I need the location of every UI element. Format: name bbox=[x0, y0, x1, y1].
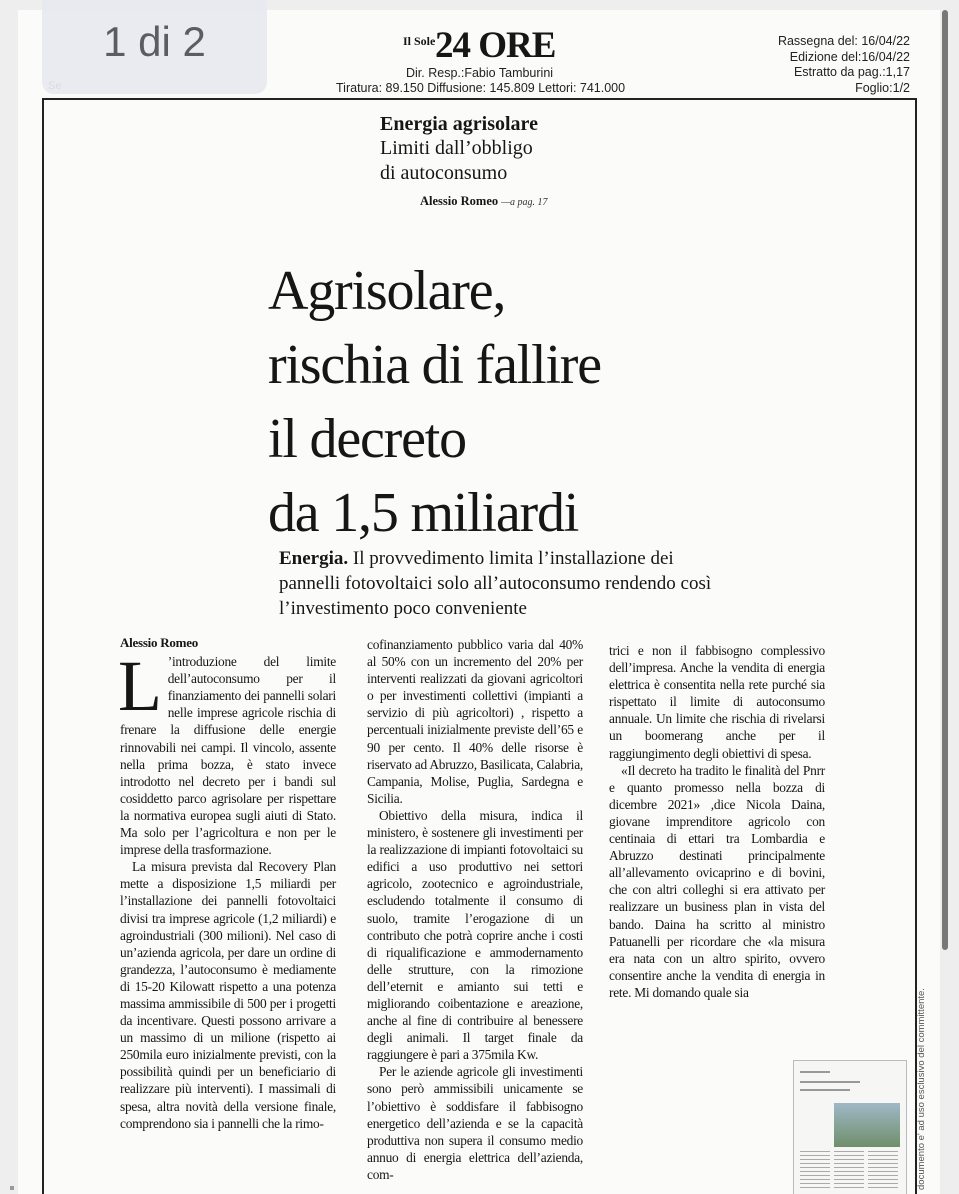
article-byline: Alessio Romeo bbox=[120, 635, 198, 650]
page-thumbnail[interactable] bbox=[793, 1060, 907, 1194]
corner-mark bbox=[10, 1186, 14, 1190]
vertical-scrollbar[interactable] bbox=[942, 10, 948, 950]
header-rule bbox=[42, 98, 916, 100]
director-line: Dir. Resp.:Fabio Tamburini bbox=[406, 66, 554, 80]
logo-small-text: Il Sole bbox=[403, 34, 436, 48]
subtitle-text: Il provvedimento limita l’installazione dei pannelli fotovoltaici solo all’autoconsumo rendendo così l’investimento poco conveniente bbox=[279, 548, 712, 619]
drop-cap: L bbox=[118, 646, 162, 727]
paragraph: La misura prevista dal Recovery Plan mette a disposizione 1,5 miliardi per l’installazione dei pannelli fotovoltaici divisi tra imprese agricole (1,2 miliardi) e agroindustriali (300 milioni). Nel caso di un’azienda agricola, per dare un ordine di grandezza, l’autoconsumo è mediamente di 15-20 Kilowatt rispetto a una potenza massima ammissibile di 500 per i progetti da incentivare. Questi possono arrivare a un massimo di un milione (rispetto ai 250mila euro inizialmente previsti, con la possibilità quindi per un beneficiario di realizzare più interventi). I massimali di spesa, altra novità della versione finale, comprendono sia i pannelli che la rimo- bbox=[120, 859, 336, 1131]
thumb-column bbox=[868, 1151, 898, 1191]
thumb-line bbox=[800, 1089, 850, 1091]
paragraph: ’introduzione del limite dell’autoconsumo per il finanziamento dei pannelli solari nelle imprese agricole rischia di frenare la diffusione delle energie rinnovabili nei campi. Il vincolo, assente nella prima bozza, è stato invece introdotto nel decreto per i bandi sul cosiddetto parco agrisolare per rispettare la normativa europea sugli aiuti di Stato. Ma solo per l’agricoltura e non per le imprese della trasformazione. bbox=[120, 654, 336, 858]
logo-big-text: 24 ORE bbox=[435, 25, 556, 66]
kicker-author: Alessio Romeo bbox=[420, 194, 499, 208]
subtitle-lead: Energia. bbox=[279, 548, 349, 569]
kicker-title: Energia agrisolare bbox=[380, 113, 538, 135]
headline-line: il decreto bbox=[268, 408, 466, 470]
article-subtitle bbox=[279, 546, 739, 621]
edition-date: Edizione del:16/04/22 bbox=[789, 49, 910, 64]
kicker-author-line bbox=[420, 194, 740, 209]
paragraph: Per le aziende agricole gli investimenti sono però ammissibili unicamente se l’obiettivo è soddisfare il fabbisogno energetico dell’azienda e se la capacità produttiva non supera il consumo medio annuo di energia elettrica dell’azienda, com- bbox=[367, 1064, 583, 1182]
headline-line: Agrisolare, bbox=[268, 260, 506, 322]
page-indicator-badge: 1 di 2 bbox=[42, 0, 267, 94]
kicker-page-ref: —a pag. 17 bbox=[501, 197, 548, 208]
paragraph: trici e non il fabbisogno complessivo dell’impresa. Anche la vendita di energia elettrica è consentita nella rete purché sia rispettato il limite di autoconsumo annuale. Un limite che rischia di rivelarsi un boomerang anche per il raggiungimento degli obiettivi di spesa. bbox=[609, 643, 825, 761]
kicker-box bbox=[380, 112, 740, 209]
article-column-1 bbox=[120, 634, 336, 1132]
headline-line: rischia di fallire bbox=[268, 334, 601, 396]
thumb-column bbox=[800, 1151, 830, 1191]
article-headline bbox=[268, 254, 788, 550]
thumb-line bbox=[800, 1081, 860, 1083]
paragraph: cofinanziamento pubblico varia dal 40% al 50% con un incremento del 20% per interventi realizzati da giovani agricoltori o per investimenti collettivi (impianti a servizio di più agricoltori) , rispetto a percentuali inizialmente previste dell’65 e 90 per cento. Il 40% delle risorse è riservato ad Abruzzo, Basilicata, Calabria, Campania, Molise, Puglia, Sardegna e Sicilia. bbox=[367, 637, 583, 806]
article-column-2 bbox=[367, 636, 583, 1183]
kicker-subtitle-line: Limiti dall’obbligo bbox=[380, 137, 533, 159]
press-clipping-page bbox=[18, 10, 940, 1194]
newspaper-logo bbox=[403, 25, 563, 68]
headline-line: da 1,5 miliardi bbox=[268, 482, 579, 544]
paragraph: «Il decreto ha tradito le finalità del Pnrr e quanto promesso nella bozza di dicembre 2021» ,dice Nicola Daina, giovane imprenditore agricolo con centinaia di ettari tra Lombardia e Abruzzo destinati principalmente all’allevamento ovicaprino e di bovini, che con altri colleghi si era attivato per realizzare un business plan in vista del bando. Daina ha scritto al ministro Patuanelli per ricordare che «la misura era nata con un altro spirito, ovvero consentire anche la vendita di energia in rete. Mi domando quale sia bbox=[609, 762, 825, 1000]
circulation-line: Tiratura: 89.150 Diffusione: 145.809 Lettori: 741.000 bbox=[336, 81, 626, 95]
frame-left-rule bbox=[42, 98, 44, 1194]
kicker-subtitle-line: di autoconsumo bbox=[380, 162, 508, 184]
sheet-number: Foglio:1/2 bbox=[855, 80, 910, 95]
review-date: Rassegna del: 16/04/22 bbox=[777, 34, 910, 48]
thumb-image bbox=[834, 1103, 900, 1147]
thumb-line bbox=[800, 1071, 830, 1073]
extract-pages: Estratto da pag.:1,17 bbox=[793, 65, 910, 79]
side-disclaimer: documento e' ad uso esclusivo del committente. bbox=[916, 988, 927, 1190]
paragraph: Obiettivo della misura, indica il ministero, è sostenere gli investimenti per la realizzazione di impianti fotovoltaici su edifici a uso produttivo nei settori agricolo, zootecnico e agroindustriale, escludendo totalmente il consumo di suolo, tramite l’erogazione di un contributo che potrà coprire anche i costi di riqualificazione e ammodernamento delle strutture, con la rimozione dell’eternit e amianto sui tetti e migliorando coibentazione e areazione, anche al fine di contribuire al benessere degli animali. Il target finale da raggiungere è pari a 375mila Kw. bbox=[367, 807, 583, 1063]
thumb-column bbox=[834, 1151, 864, 1191]
article-column-3 bbox=[609, 642, 825, 1001]
header-right-info bbox=[778, 34, 910, 96]
